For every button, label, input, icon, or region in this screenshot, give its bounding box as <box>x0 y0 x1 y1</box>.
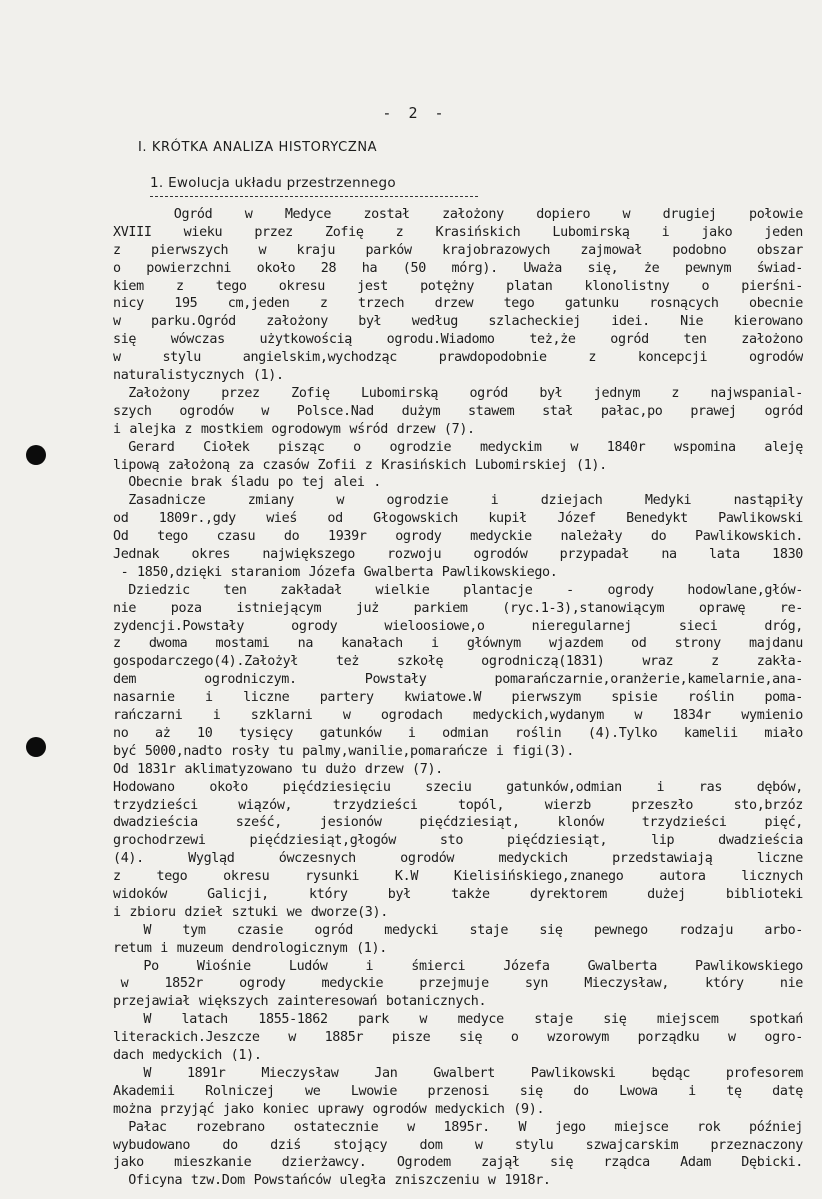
text-line: Od 1831r aklimatyzowano tu dużo drzew (7). <box>113 761 443 777</box>
text-line: Po Wiośnie Ludów i śmierci Józefa Gwalberta Pawlikowskiego <box>143 958 803 974</box>
text-line: nie poza istniejącym już parkiem (ryc.1-3),stanowiącym oprawę re- <box>113 600 803 616</box>
text-line: Ogród w Medyce został założony dopiero w drugiej połowie <box>173 207 803 222</box>
text-line: z pierwszych w kraju parków krajobrazowych zajmował podobno obszar <box>113 242 803 258</box>
text-line: Zasadnicze zmiany w ogrodzie i dziejach Medyki nastąpiły <box>128 493 803 509</box>
text-line: z tego okresu rysunki K.W Kielisińskiego,znanego autora licznych <box>113 869 803 885</box>
text-line: Akademii Rolniczej we Lwowie przenosi się do Lwowa i tę datę <box>113 1083 803 1099</box>
text-line: w 1852r ogrody medyckie przejmuje syn Mieczysław, który nie <box>120 976 803 992</box>
text-line: w parku.Ogród założony był według szlacheckiej idei. Nie kierowano <box>113 314 803 330</box>
text-line: Obecnie brak śladu po tej alei . <box>128 475 381 491</box>
text-line: szych ogrodów w Polsce.Nad dużym stawem stał pałac,po prawej ogród <box>113 403 803 419</box>
text-line: od 1809r.,gdy wieś od Głogowskich kupił Józef Benedykt Pawlikowski <box>113 511 803 527</box>
text-line: i alejka z mostkiem ogrodowym wśród drzew (7). <box>113 421 475 437</box>
text-line: gospodarczego(4).Założył też szkołę ogrodniczą(1831) wraz z zakła- <box>113 654 803 670</box>
text-line: z dwoma mostami na kanałach i głównym wjazdem od strony majdanu <box>113 636 803 652</box>
text-line: naturalistycznych (1). <box>113 368 284 384</box>
text-line: w stylu angielskim,wychodząc prawdopodobnie z koncepcji ogrodów <box>113 350 803 366</box>
text-line: W latach 1855-1862 park w medyce staje się miejscem spotkań <box>143 1012 803 1028</box>
text-line: kiem z tego okresu jest potężny platan klonolistny o pierśni- <box>113 278 803 294</box>
text-line: Założony przez Zofię Lubomirską ogród był jednym z najwspanial- <box>128 385 803 401</box>
text-line: Gerard Ciołek pisząc o ogrodzie medyckim w 1840r wspomina aleję <box>128 439 803 455</box>
text-line: dwadzieścia sześć, jesionów pięćdziesiąt, klonów trzydzieści pięć, <box>113 815 803 831</box>
body-text <box>113 206 803 1190</box>
text-line: retum i muzeum dendrologicznym (1). <box>113 940 387 956</box>
text-line: W tym czasie ogród medycki staje się pewnego rodzaju arbo- <box>143 922 803 938</box>
text-line: XVIII wieku przez Zofię z Krasińskich Lubomirską i jako jeden <box>113 224 803 240</box>
text-line: dach medyckich (1). <box>113 1048 262 1064</box>
text-line: można przyjąć jako koniec uprawy ogrodów medyckich (9). <box>113 1101 545 1117</box>
text-line: W 1891r Mieczysław Jan Gwalbert Pawlikowski będąc profesorem <box>143 1065 803 1081</box>
text-line: Jednak okres największego rozwoju ogrodów przypadał na lata 1830 <box>113 546 803 562</box>
text-line: Od tego czasu do 1939r ogrody medyckie należały do Pawlikowskich. <box>113 529 803 545</box>
page-number: - 2 - <box>382 104 448 122</box>
text-line: nicy 195 cm,jeden z trzech drzew tego gatunku rosnących obecnie <box>113 296 803 312</box>
text-line: Pałac rozebrano ostatecznie w 1895r. W jego miejsce rok później <box>128 1119 803 1135</box>
text-line: wybudowano do dziś stojący dom w stylu szwajcarskim przeznaczony <box>113 1137 803 1153</box>
text-line: (4). Wygląd ówczesnych ogrodów medyckich przedstawiają liczne <box>113 851 803 867</box>
text-line: rańczarni i szklarni w ogrodach medyckich,wydanym w 1834r wymienio <box>113 708 803 724</box>
text-line: literackich.Jeszcze w 1885r pisze się o wzorowym porządku w ogro- <box>113 1030 803 1046</box>
text-line: no aż 10 tysięcy gatunków i odmian roślin (4).Tylko kamelii miało <box>113 725 803 741</box>
text-line: i zbioru dzieł sztuki we dworze(3). <box>113 904 388 920</box>
text-line: widoków Galicji, który był także dyrektorem dużej biblioteki <box>113 886 803 902</box>
text-line: - 1850,dzięki staraniom Józefa Gwalberta Pawlikowskiego. <box>120 564 558 580</box>
text-line: Dziedzic ten zakładał wielkie plantacje - ogrody hodowlane,głów- <box>128 582 803 598</box>
text-line: nasarnie i liczne partery kwiatowe.W pierwszym spisie roślin poma- <box>113 690 803 706</box>
text-line: jako mieszkanie dzierżawcy. Ogrodem zajął się rządca Adam Dębicki. <box>113 1155 803 1171</box>
text-line: Oficyna tzw.Dom Powstańców uległa zniszczeniu w 1918r. <box>128 1173 551 1189</box>
text-line: się wówczas użytkowością ogrodu.Wiadomo też,że ogród ten założono <box>113 332 803 348</box>
text-line: dem ogrodniczym. Powstały pomarańczarnie,oranżerie,kamelarnie,ana- <box>113 672 803 688</box>
text-line: grochodrzewi pięćdziesiąt,głogów sto pięćdziesiąt, lip dwadzieścia <box>113 833 803 849</box>
punch-hole <box>26 445 46 465</box>
text-line: o powierzchni około 28 ha (50 mórg). Uważa się, że pewnym świad- <box>113 260 803 276</box>
text-line: zydencji.Powstały ogrody wieloosiowe,o nieregularnej sieci dróg, <box>113 618 803 634</box>
text-line: Hodowano około pięćdziesięciu szeciu gatunków,odmian i ras dębów, <box>113 779 803 795</box>
section-title: I. KRÓTKA ANALIZA HISTORYCZNA <box>138 140 378 155</box>
text-line: być 5000,nadto rosły tu palmy,wanilie,pomarańcze i figi(3). <box>113 743 574 759</box>
subsection-title: 1. Ewolucja układu przestrzennego <box>150 175 396 191</box>
text-line: lipową założoną za czasów Zofii z Krasińskich Lubomirskiej (1). <box>113 457 607 473</box>
text-line: przejawiał większych zainteresowań botanicznych. <box>113 994 487 1010</box>
text-line: trzydzieści wiązów, trzydzieści topól, wierzb przeszło sto,brzóz <box>113 797 803 813</box>
punch-hole <box>26 737 46 757</box>
subsection-underline <box>150 196 478 197</box>
